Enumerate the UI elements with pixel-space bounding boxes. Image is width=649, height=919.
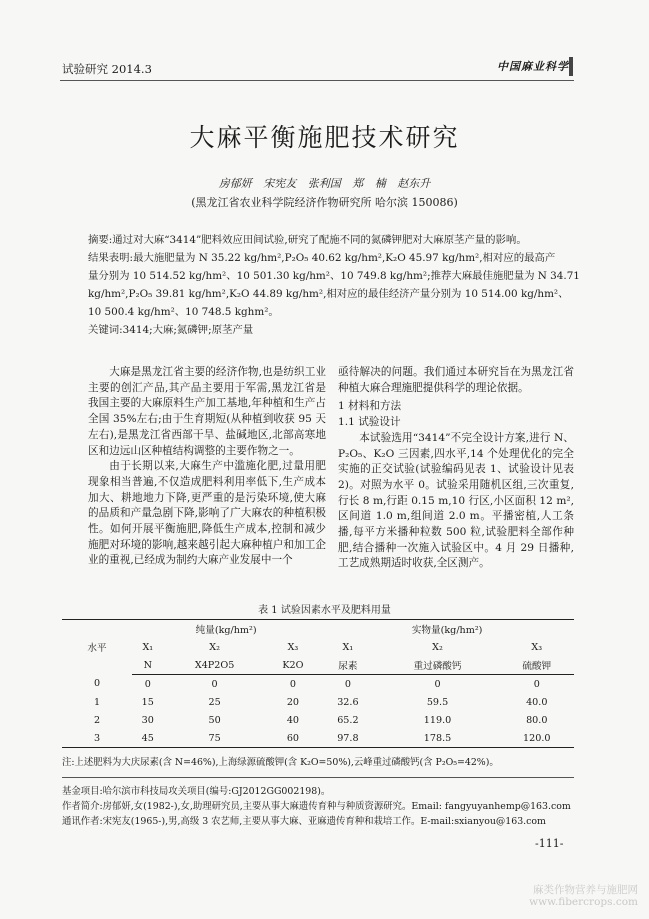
table-cell: 20 — [286, 696, 300, 708]
x-label: X₃ — [531, 641, 543, 653]
subsection-heading: 1.1 试验设计 — [338, 416, 401, 429]
table-cell: 0 — [93, 678, 101, 690]
body-paragraph: 大麻是黑龙江省主要的经济作物,也是纺织工业主要的创汇产品,其产品主要用于军需,黑龙江省是我国主要的大麻原料生产加工基地,年种植和生产占全国 35%左右;由于生育期短(从种植到收获 95 天左右),是黑龙江省西部干旱、盐碱地区,北部高寒地区和边远山区种植结构调整的主要作物之一。 — [88, 366, 326, 457]
x-label: X₁ — [142, 641, 154, 653]
table-cell: 40.0 — [526, 696, 548, 708]
affiliation: (黑龙江省农业科学院经济作物研究所 哈尔滨 150086) — [191, 196, 458, 209]
table-row — [62, 693, 574, 711]
table-cell: 0 — [344, 678, 351, 690]
table-cell: 0 — [211, 678, 218, 690]
body-paragraph: 亟待解决的问题。我们通过本研究旨在为黑龙江省种植大麻合理施肥提供科学的理论依据。 — [338, 366, 574, 394]
table-row — [62, 729, 574, 748]
table-cell: 30 — [141, 714, 154, 726]
watermark — [498, 884, 638, 908]
keywords: 关键词:3414;大麻;氮磷钾;原茎产量 — [88, 324, 254, 336]
footnote-author: 作者简介:房郁妍,女(1982-),女,助理研究员,主要从事大麻遗传育种与种质资源研究。Email: fangyuyanhemp@163.com — [62, 801, 571, 812]
table-cell: 0 — [533, 678, 540, 690]
table-cell: 59.5 — [426, 696, 449, 708]
x-label: X₃ — [287, 641, 299, 653]
table-cell: 25 — [208, 696, 221, 708]
page-number: -111- — [535, 837, 564, 850]
product-amount-header: 实物量(kg/hm²) — [320, 620, 574, 639]
sub-label: N — [132, 656, 164, 675]
table-cell: 32.6 — [337, 696, 359, 708]
table-header-row — [62, 638, 574, 656]
level-header: 水平 — [62, 620, 132, 675]
table-cell: 2 — [93, 714, 101, 726]
table-cell: 45 — [132, 729, 164, 748]
x-label: X₂ — [432, 641, 443, 653]
footnote-corresponding: 通讯作者:宋宪友(1965-),男,高级 3 农艺师,主要从事大麻、亚麻遗传育种和栽培工作。E-mail:sxianyou@163.com — [62, 816, 546, 827]
watermark-line: 麻类作物营养与施肥网 — [533, 884, 638, 896]
table-cell: 120.0 — [500, 729, 574, 748]
table-cell: 40 — [286, 714, 300, 726]
body-paragraph: 本试验选用“3414”不完全设计方案,进行 N、P₂O₅、K₂O 三因素,四水平,14 个处理优化的完全实施的正交试验(试验编码见表 1、试验设计见表 2)。对照为水平 0。试验采用随机区组,三次重复,行长 8 m,行距 0.15 m,10 行区,小区面积 12 m²,区间道 1.0 m,组间道 2.0 m。平播密植,人工条播,每平方米播种粒数 500 粒,试验肥料全部作种肥,结合播种一次施入试验区中。4 月 29 日播种,工艺成熟期适时收获,全区测产。 — [338, 431, 574, 570]
x-label: X₂ — [209, 641, 220, 653]
table-cell: 80.0 — [526, 714, 548, 726]
table-header-row — [62, 620, 574, 639]
table-cell: 60 — [266, 729, 321, 748]
table-row — [62, 711, 574, 729]
running-header-left: 试验研究 2014.3 — [62, 62, 152, 76]
footnote-funding: 基金项目:哈尔滨市科技局攻关项目(编号:GJ2012GG002198)。 — [62, 786, 331, 797]
paper-title: 大麻平衡施肥技术研究 — [189, 123, 460, 152]
body-paragraph: 由于长期以来,大麻生产中滥施化肥,过量用肥现象相当普遍,不仅造成肥料利用率低下,生产成本加大、耕地地力下降,更严重的是污染环境,使大麻的品质和产量急剧下降,影响了广大麻农的种植积极性。如何开展平衡施肥,降低生产成本,控制和减少施肥对环境的影响,越来越引起大麻种植户和加工企业的重视,已经成为制约大麻产业发展中一个 — [88, 460, 326, 567]
section-heading: 1 材料和方法 — [338, 400, 402, 413]
table-cell: 65.2 — [337, 714, 359, 726]
table-row — [62, 675, 574, 694]
sub-label: 硫酸钾 — [500, 656, 574, 675]
table-cell: 119.0 — [423, 714, 452, 726]
table-header-row — [62, 656, 574, 675]
watermark-url: www.fibercrops.com — [529, 896, 638, 908]
body-left-column — [88, 365, 326, 569]
sub-label: K2O — [266, 656, 321, 675]
table-cell: 75 — [164, 729, 266, 748]
abstract-line: 结果表明:最大施肥量为 N 35.22 kg/hm²,P₂O₅ 40.62 kg/hm²,K₂O 45.97 kg/hm²,相对应的最高产 — [88, 252, 556, 264]
header-rule — [60, 80, 574, 81]
table-cell: 178.5 — [376, 729, 500, 748]
table-caption: 表 1 试验因素水平及肥料用量 — [258, 605, 391, 616]
table-cell: 1 — [93, 696, 101, 708]
body-right-column — [338, 365, 574, 572]
table-cell: 50 — [208, 714, 221, 726]
table-cell: 15 — [141, 696, 154, 708]
journal-logo: 中国麻业科学 — [497, 60, 569, 73]
sub-label: 重过磷酸钙 — [376, 656, 500, 675]
sub-label: 尿素 — [320, 656, 375, 675]
footnote-rule — [62, 777, 574, 778]
pure-amount-header: 纯量(kg/hm²) — [132, 620, 320, 639]
header-bar — [569, 57, 573, 76]
sub-label: X4P2O5 — [164, 656, 266, 675]
table-note: 注:上述肥料为大庆尿素(含 N=46%),上海绿源硫酸钾(含 K₂O=50%),云峰重过磷酸钙(含 P₂O₅=42%)。 — [62, 757, 499, 768]
table-cell: 3 — [62, 729, 132, 748]
authors: 房郁妍 宋宪友 张利国 郑 楠 赵东升 — [218, 177, 431, 190]
table-cell: 0 — [144, 678, 151, 690]
factor-level-table — [62, 619, 574, 748]
abstract-line: 量分别为 10 514.52 kg/hm²、10 501.30 kg/hm²、10 749.8 kg/hm²;推荐大麻最佳施肥量为 N 34.71 — [88, 270, 580, 282]
table-cell: 0 — [434, 678, 441, 690]
abstract-line: 10 500.4 kg/hm²、10 748.5 kghm²。 — [88, 306, 279, 318]
abstract-line: 摘要:通过对大麻“3414”肥料效应田间试验,研究了配施不同的氮磷钾肥对大麻原茎产量的影响。 — [88, 234, 527, 246]
abstract-line: kg/hm²,P₂O₅ 39.81 kg/hm²,K₂O 44.89 kg/hm²,相对应的最佳经济产量分别为 10 514.00 kg/hm²、 — [88, 288, 569, 300]
table-cell: 0 — [289, 678, 296, 690]
x-label: X₁ — [342, 641, 354, 653]
table-cell: 97.8 — [320, 729, 375, 748]
